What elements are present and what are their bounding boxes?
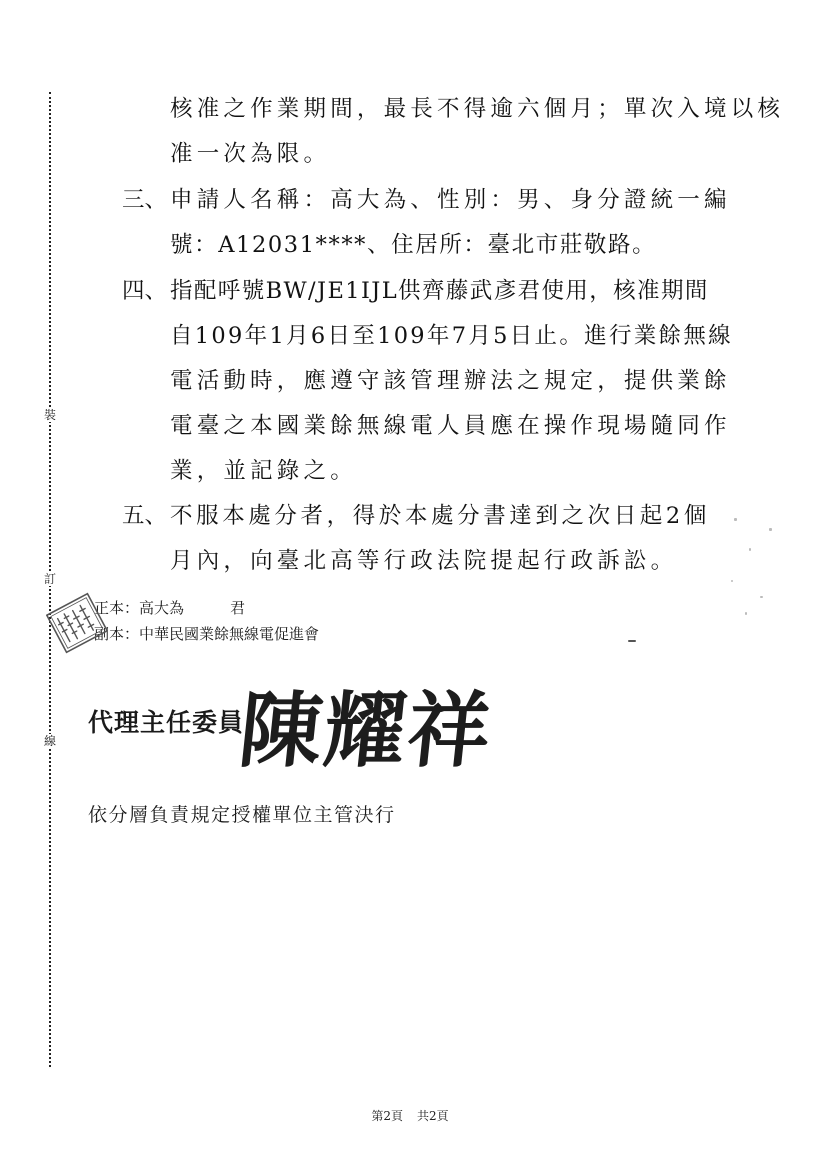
item-3-line-2: 號：A12031****、住居所：臺北市莊敬路。 bbox=[170, 232, 657, 258]
original-recipient-line bbox=[94, 598, 245, 618]
continuation-line-1: 核准之作業期間，最長不得逾六個月；單次入境以核 bbox=[170, 96, 785, 122]
item-4-line-5: 業，並記錄之。 bbox=[170, 458, 357, 484]
item-4-line-1: 指配呼號BW/JE1IJL供齊藤武彥君使用，核准期間 bbox=[170, 278, 709, 304]
copy-recipient: 中華民國業餘無線電促進會 bbox=[139, 625, 320, 643]
continuation-line-2: 准一次為限。 bbox=[170, 141, 331, 167]
scan-speck bbox=[731, 580, 733, 582]
page-total: 共2頁 bbox=[417, 1109, 449, 1123]
original-suffix: 君 bbox=[230, 599, 246, 617]
signatory-title: 代理主任委員 bbox=[88, 708, 245, 737]
original-label: 正本： bbox=[94, 599, 140, 617]
item-4-line-3: 電活動時，應遵守該管理辦法之規定，提供業餘 bbox=[170, 368, 731, 394]
delegation-note: 依分層負責規定授權單位主管決行 bbox=[88, 804, 396, 826]
binding-mark-xian: 線 bbox=[43, 734, 56, 748]
item-3-line-1: 申請人名稱：高大為、性別：男、身分證統一編 bbox=[170, 187, 731, 213]
item-5-number: 五、 bbox=[122, 503, 168, 529]
page-number-footer bbox=[0, 1108, 820, 1124]
page-number: 第2頁 bbox=[371, 1109, 403, 1123]
copy-recipient-line bbox=[94, 624, 319, 644]
scan-speck bbox=[745, 612, 747, 615]
scan-speck bbox=[749, 548, 751, 551]
item-4-line-4: 電臺之本國業餘無線電人員應在操作現場隨同作 bbox=[170, 413, 731, 439]
scan-speck bbox=[760, 596, 763, 598]
scan-speck bbox=[734, 518, 737, 521]
scan-speck bbox=[769, 528, 772, 531]
copy-label: 副本： bbox=[94, 625, 140, 643]
item-4-number: 四、 bbox=[122, 278, 168, 304]
item-4-line-2: 自109年1月6日至109年7月5日止。進行業餘無線 bbox=[170, 323, 733, 349]
overlapping-seal-stamp bbox=[46, 592, 108, 654]
binding-mark-ding: 訂 bbox=[43, 572, 56, 586]
item-5-line-2: 月內，向臺北高等行政法院提起行政訴訟。 bbox=[170, 548, 678, 574]
scan-speck bbox=[628, 640, 636, 642]
original-recipient: 高大為 bbox=[139, 599, 185, 617]
binding-mark-zhuang: 裝 bbox=[43, 408, 56, 422]
item-3-number: 三、 bbox=[122, 187, 168, 213]
signatory-name-signature: 陳耀祥 bbox=[234, 683, 498, 779]
item-5-line-1: 不服本處分者，得於本處分書達到之次日起2個 bbox=[170, 503, 710, 529]
